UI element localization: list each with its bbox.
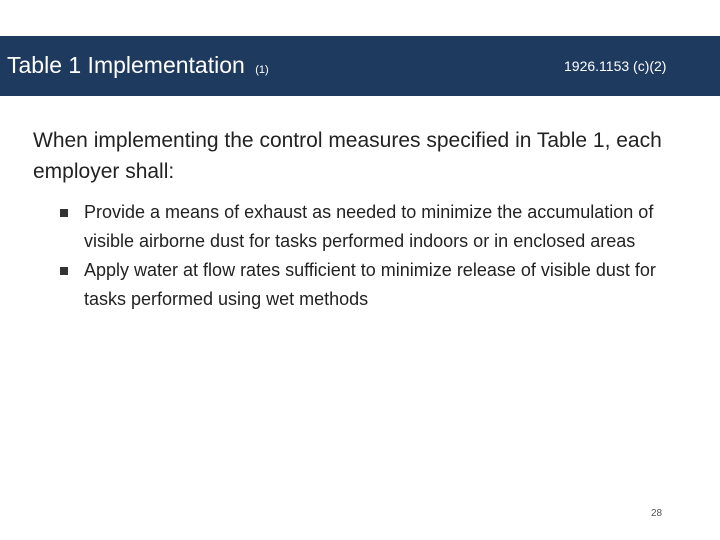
slide-title-bar	[0, 36, 720, 96]
list-item	[60, 256, 660, 314]
page-number: 28	[651, 508, 663, 519]
bullet-text: Apply water at flow rates sufficient to minimize release of visible dust for tasks performed using wet methods	[84, 260, 656, 309]
bullet-text: Provide a means of exhaust as needed to minimize the accumulation of visible airborne dust for tasks performed indoors or in enclosed areas	[84, 202, 654, 251]
slide-title	[7, 52, 269, 79]
intro-paragraph: When implementing the control measures specified in Table 1, each employer shall:	[33, 129, 662, 183]
square-bullet-icon	[60, 267, 68, 275]
regulation-reference: 1926.1153 (c)(2)	[564, 58, 667, 74]
slide-title-text: Table 1 Implementation	[7, 52, 245, 78]
bullet-list	[60, 198, 660, 314]
list-item	[60, 198, 660, 256]
slide-title-suffix: (1)	[255, 64, 269, 76]
square-bullet-icon	[60, 209, 68, 217]
